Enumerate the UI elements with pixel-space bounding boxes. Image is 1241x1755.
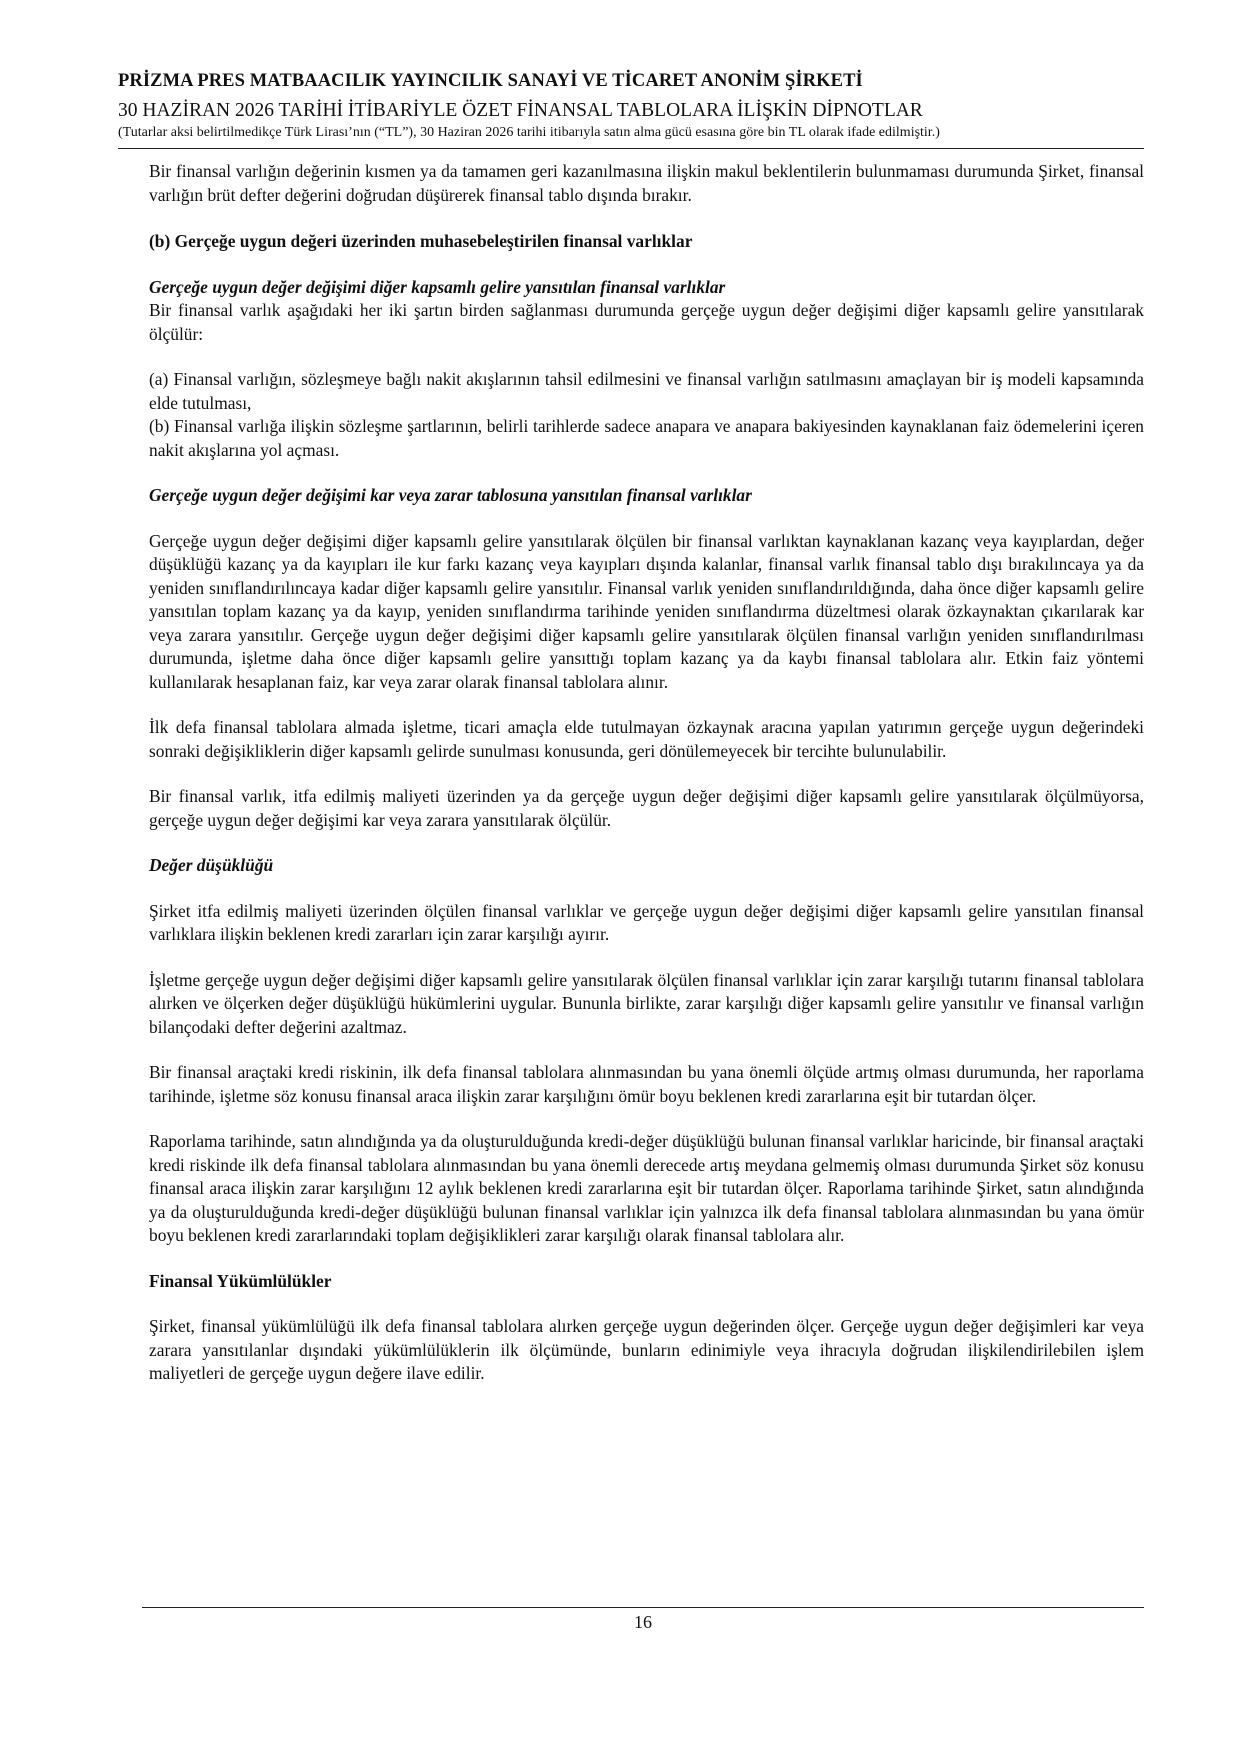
intro-paragraph: Bir finansal varlığın değerinin kısmen ya da tamamen geri kazanılmasına ilişkin makul beklentilerin bulunmaması durumunda Şirket, finansal varlığın brüt defter değerini doğrudan düşürerek finansal tablo dışında bırakır. <box>149 161 1144 205</box>
report-subtitle: 30 HAZİRAN 2026 TARİHİ İTİBARİYLE ÖZET FİNANSAL TABLOLARA İLİŞKİN DİPNOTLAR <box>118 100 923 121</box>
profit-loss-paragraph-3: Bir finansal varlık, itfa edilmiş maliyeti üzerinden ya da gerçeğe uygun değer değişimi diğer kapsamlı gelire yansıtılarak ölçülmüyorsa, gerçeğe uygun değer değişimi kar veya zarara yansıtılarak ölçülür. <box>149 786 1144 830</box>
currency-note: (Tutarlar aksi belirtilmedikçe Türk Lirası’nın (“TL”), 30 Haziran 2026 tarihi itibarıyla satın alma gücü esasına göre bin TL olarak ifade edilmiştir.) <box>118 125 940 140</box>
page-header <box>118 70 1143 141</box>
subheading-profit-loss: Gerçeğe uygun değer değişimi kar veya zarar tablosuna yansıtılan finansal varlıklar <box>149 485 752 505</box>
company-name: PRİZMA PRES MATBAACILIK YAYINCILIK SANAYİ VE TİCARET ANONİM ŞİRKETİ <box>118 71 863 91</box>
document-body <box>149 160 1144 1386</box>
oci-intro-paragraph: Bir finansal varlık aşağıdaki her iki şartın birden sağlanması durumunda gerçeğe uygun değer değişimi diğer kapsamlı gelire yansıtılarak ölçülür: <box>149 300 1144 344</box>
page-number: 16 <box>634 1612 652 1632</box>
section-heading-liabilities: Finansal Yükümlülükler <box>149 1270 332 1291</box>
liabilities-paragraph-1: Şirket, finansal yükümlülüğü ilk defa finansal tablolara alırken gerçeğe uygun değerinden ölçer. Gerçeğe uygun değer değişimleri kar veya zarara yansıtılanlar dışındaki yükümlülüklerin ilk ölçümünde, bunların edinimiyle veya ihracıyla doğrudan ilişkilendirilebilen işlem maliyetleri de gerçeğe uygun değere ilave edilir. <box>149 1316 1144 1383</box>
header-divider <box>118 148 1144 149</box>
impairment-paragraph-3: Bir finansal araçtaki kredi riskinin, ilk defa finansal tablolara alınmasından bu yana önemli ölçüde artmış olması durumunda, her raporlama tarihinde, işletme söz konusu finansal araca ilişkin zarar karşılığını ömür boyu beklenen kredi zararlarına eşit bir tutardan ölçer. <box>149 1062 1144 1106</box>
impairment-paragraph-2: İşletme gerçeğe uygun değer değişimi diğer kapsamlı gelire yansıtılarak ölçülen finansal varlıklar için zarar karşılığı tutarını finansal tablolara alırken ve ölçerken değer düşüklüğü hükümlerini uygular. Bununla birlikte, zarar karşılığı diğer kapsamlı gelire yansıtılır ve finansal varlığın bilançodaki defter değerini azaltmaz. <box>149 969 1144 1037</box>
section-heading-b: (b) Gerçeğe uygun değeri üzerinden muhasebeleştirilen finansal varlıklar <box>149 231 693 251</box>
subheading-impairment: Değer düşüklüğü <box>149 855 274 875</box>
condition-b-paragraph: (b) Finansal varlığa ilişkin sözleşme şartlarının, belirli tarihlerde sadece anapara ve anapara bakiyesinden kaynaklanan faiz ödemelerini içeren nakit akışlarına yol açması. <box>149 416 1144 460</box>
condition-a-paragraph: (a) Finansal varlığın, sözleşmeye bağlı nakit akışlarının tahsil edilmesini ve finansal varlığın satılmasını amaçlayan bir iş modeli kapsamında elde tutulması, <box>149 369 1144 413</box>
impairment-paragraph-4: Raporlama tarihinde, satın alındığında ya da oluşturulduğunda kredi-değer düşüklüğü bulunan finansal varlıklar haricinde, bir finansal araçtaki kredi riskinde ilk defa finansal tablolara alınmasından bu yana önemli derecede artış meydana gelmemiş olması durumunda Şirket söz konusu finansal araca ilişkin zarar karşılığını 12 aylık beklenen kredi zararlarına eşit bir tutardan ölçer. Raporlama tarihinde Şirket, satın alındığında ya da oluşturulduğunda kredi-değer düşüklüğü bulunan finansal varlıklar için yalnızca ilk defa finansal tablolara alınmasından bu yana ömür boyu beklenen kredi zararlarındaki toplam değişiklikleri zarar karşılığı olarak finansal tablolara alır. <box>149 1131 1144 1245</box>
impairment-paragraph-1: Şirket itfa edilmiş maliyeti üzerinden ölçülen finansal varlıklar ve gerçeğe uygun değer değişimi diğer kapsamlı gelire yansıtılan finansal varlıklara ilişkin beklenen kredi zararları için zarar karşılığı ayırır. <box>149 900 1144 944</box>
profit-loss-paragraph-1: Gerçeğe uygun değer değişimi diğer kapsamlı gelire yansıtılarak ölçülen bir finansal varlıktan kaynaklanan kazanç veya kayıplardan, değer düşüklüğü kazanç ya da kayıpları ile kur farkı kazanç veya kayıpları dışında kalanlar, finansal varlık finansal tablo dışı bırakılıncaya ya da yeniden sınıflandırılıncaya kadar diğer kapsamlı gelire yansıtılır. Finansal varlık yeniden sınıflandırıldığında, daha önce diğer kapsamlı gelire yansıtılan toplam kazanç ya da kayıp, yeniden sınıflandırma tarihinde yeniden sınıflandırma düzeltmesi olarak özkaynaktan çıkarılarak kar veya zarara yansıtılır. Gerçeğe uygun değer değişimi diğer kapsamlı gelire yansıtılarak ölçülen finansal varlığın yeniden sınıflandırılması durumunda, işletme daha önce diğer kapsamlı gelire yansıttığı toplam kazanç ya da kaybı finansal tablolara alır. Etkin faiz yöntemi kullanılarak hesaplanan faiz, kar veya zarar olarak finansal tablolara alınır. <box>149 530 1144 692</box>
profit-loss-paragraph-2: İlk defa finansal tablolara almada işletme, ticari amaçla elde tutulmayan özkaynak aracına yapılan yatırımın gerçeğe uygun değerindeki sonraki değişikliklerin diğer kapsamlı gelirde sunulması konusunda, geri dönülemeyecek bir tercihte bulunulabilir. <box>149 717 1144 761</box>
footer-divider <box>142 1607 1144 1608</box>
subheading-oci: Gerçeğe uygun değer değişimi diğer kapsamlı gelire yansıtılan finansal varlıklar <box>149 276 726 297</box>
